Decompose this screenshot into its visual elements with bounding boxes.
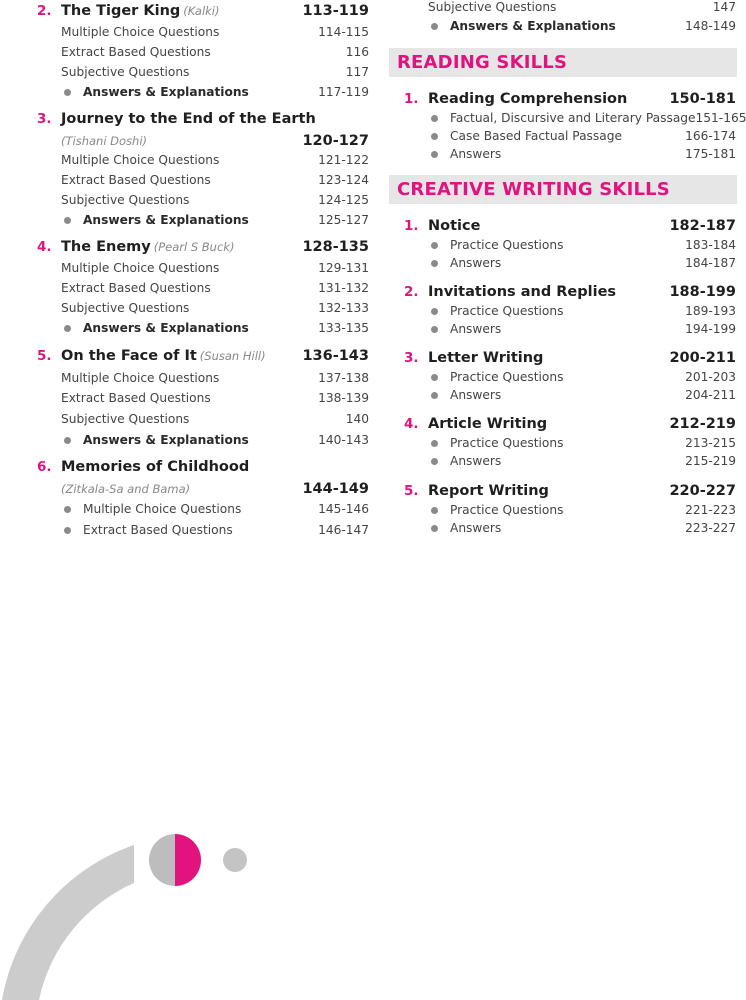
item-pages: 184-187	[685, 256, 736, 270]
item-pages: 215-219	[685, 454, 736, 468]
chapter-title: Reading Comprehension	[428, 91, 628, 107]
item-pages: 223-227	[685, 521, 736, 535]
chapter-author: (Tishani Doshi)	[61, 134, 148, 148]
chapter-title: Memories of Childhood	[61, 459, 250, 475]
item-pages: 116	[345, 45, 369, 59]
chapter-number: 1.	[404, 218, 419, 234]
chapter-author: (Pearl S Buck)	[153, 240, 235, 254]
item-label: Multiple Choice Questions	[83, 502, 242, 516]
chapter-pages: 220-227	[669, 483, 736, 499]
item-pages: 145-146	[318, 502, 369, 516]
item-pages: 114-115	[318, 25, 369, 39]
item-pages: 125-127	[318, 213, 369, 227]
chapter-pages: 120-127	[302, 133, 369, 149]
item-label: Practice Questions	[450, 503, 564, 517]
item-pages: 131-132	[318, 281, 369, 295]
section-header-reading: READING SKILLS	[389, 48, 737, 77]
item-pages: 121-122	[318, 153, 369, 167]
chapter-pages: 113-119	[302, 3, 369, 19]
item-pages: 148-149	[685, 19, 736, 33]
chapter-title: Invitations and Replies	[428, 284, 617, 300]
item-label: Answers & Explanations	[83, 321, 249, 335]
item-label: Answers	[450, 322, 502, 336]
item-label: Factual, Discursive and Literary Passage	[450, 111, 696, 125]
item-label: Answers	[450, 454, 502, 468]
item-label: Multiple Choice Questions	[61, 371, 220, 385]
chapter-pages: 212-219	[669, 416, 736, 432]
item-label: Practice Questions	[450, 304, 564, 318]
chapter-number: 6.	[37, 459, 52, 475]
item-pages: 189-193	[685, 304, 736, 318]
chapter-pages: 200-211	[669, 350, 736, 366]
item-label: Subjective Questions	[61, 65, 190, 79]
chapter-number: 3.	[37, 111, 52, 127]
item-label: Answers & Explanations	[83, 433, 249, 447]
chapter-author: (Kalki)	[183, 4, 220, 18]
item-label: Answers	[450, 388, 502, 402]
item-pages: 147	[712, 0, 736, 14]
chapter-title: On the Face of It	[61, 348, 197, 364]
item-pages: 183-184	[685, 238, 736, 252]
item-pages: 123-124	[318, 173, 369, 187]
decorative-dot	[223, 848, 247, 872]
chapter-pages: 144-149	[302, 481, 369, 497]
item-label: Answers & Explanations	[450, 19, 616, 33]
item-label: Extract Based Questions	[83, 523, 233, 537]
chapter-number: 1.	[404, 91, 419, 107]
item-label: Practice Questions	[450, 436, 564, 450]
item-label: Answers & Explanations	[83, 213, 249, 227]
chapter-pages: 128-135	[302, 239, 369, 255]
item-label: Answers & Explanations	[83, 85, 249, 99]
item-pages: 221-223	[685, 503, 736, 517]
chapter-pages: 150-181	[669, 91, 736, 107]
chapter-number: 3.	[404, 350, 419, 366]
chapter-title: Notice	[428, 218, 481, 234]
item-pages: 204-211	[685, 388, 736, 402]
item-label: Multiple Choice Questions	[61, 261, 220, 275]
item-pages: 133-135	[318, 321, 369, 335]
item-label: Subjective Questions	[61, 412, 190, 426]
item-pages: 129-131	[318, 261, 369, 275]
chapter-number: 2.	[404, 284, 419, 300]
item-label: Answers	[450, 521, 502, 535]
item-pages: 175-181	[685, 147, 736, 161]
decorative-half-circle-gray	[149, 834, 175, 886]
item-pages: 124-125	[318, 193, 369, 207]
item-label: Extract Based Questions	[61, 281, 211, 295]
item-label: Answers	[450, 256, 502, 270]
item-label: Multiple Choice Questions	[61, 25, 220, 39]
item-label: Subjective Questions	[61, 301, 190, 315]
item-pages: 140-143	[318, 433, 369, 447]
item-label: Case Based Factual Passage	[450, 129, 622, 143]
item-pages: 138-139	[318, 391, 369, 405]
item-pages: 137-138	[318, 371, 369, 385]
item-label: Subjective Questions	[428, 0, 557, 14]
chapter-title: The Enemy	[61, 239, 151, 255]
section-header-creative: CREATIVE WRITING SKILLS	[389, 175, 737, 204]
item-pages: 140	[345, 412, 369, 426]
decorative-half-circle-pink	[175, 834, 201, 886]
item-pages: 117-119	[318, 85, 369, 99]
item-label: Answers	[450, 147, 502, 161]
chapter-title: Letter Writing	[428, 350, 544, 366]
item-label: Subjective Questions	[61, 193, 190, 207]
item-pages: 213-215	[685, 436, 736, 450]
chapter-title: Journey to the End of the Earth	[61, 111, 316, 127]
chapter-number: 2.	[37, 3, 52, 19]
item-pages: 146-147	[318, 523, 369, 537]
chapter-pages: 182-187	[669, 218, 736, 234]
decorative-arc	[2, 845, 134, 1000]
item-label: Practice Questions	[450, 370, 564, 384]
item-pages: 117	[345, 65, 369, 79]
item-pages: 132-133	[318, 301, 369, 315]
chapter-number: 4.	[404, 416, 419, 432]
item-label: Extract Based Questions	[61, 45, 211, 59]
chapter-pages: 136-143	[302, 348, 369, 364]
item-label: Multiple Choice Questions	[61, 153, 220, 167]
item-label: Practice Questions	[450, 238, 564, 252]
item-label: Extract Based Questions	[61, 173, 211, 187]
item-pages: 166-174	[685, 129, 736, 143]
chapter-number: 5.	[404, 483, 419, 499]
chapter-title: The Tiger King	[61, 3, 181, 19]
chapter-author: (Zitkala-Sa and Bama)	[61, 482, 191, 496]
item-label: Extract Based Questions	[61, 391, 211, 405]
chapter-title: Article Writing	[428, 416, 548, 432]
chapter-number: 5.	[37, 348, 52, 364]
chapter-author: (Susan Hill)	[199, 349, 266, 363]
chapter-title: Report Writing	[428, 483, 549, 499]
item-pages: 194-199	[685, 322, 736, 336]
item-pages: 151-165	[695, 111, 746, 125]
chapter-pages: 188-199	[669, 284, 736, 300]
item-pages: 201-203	[685, 370, 736, 384]
chapter-number: 4.	[37, 239, 52, 255]
